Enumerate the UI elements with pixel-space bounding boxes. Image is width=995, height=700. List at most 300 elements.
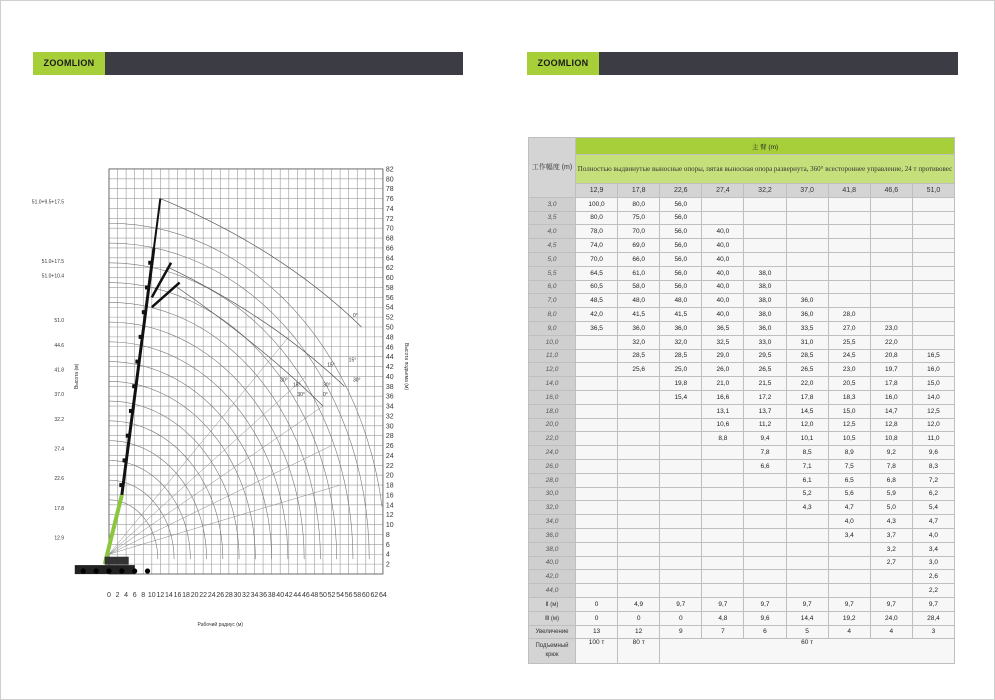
load-cell (660, 501, 702, 515)
boom-base (105, 495, 122, 564)
load-cell (786, 211, 828, 225)
y-tick-label: 48 (385, 334, 394, 342)
value-cell: 5 (786, 625, 828, 639)
load-cell (576, 349, 618, 363)
load-cell (660, 404, 702, 418)
radius-cell: 20,0 (529, 418, 576, 432)
load-cell: 75,0 (618, 211, 660, 225)
load-cell (786, 280, 828, 294)
load-cell: 100,0 (576, 197, 618, 211)
radius-cell: 6,0 (529, 280, 576, 294)
radius-cell: 40,0 (529, 556, 576, 570)
load-cell: 16,0 (870, 390, 912, 404)
boom-length-label: 17.8 (54, 505, 65, 512)
load-cell: 17,8 (870, 377, 912, 391)
load-cell (576, 542, 618, 556)
load-cell (786, 556, 828, 570)
load-cell (660, 418, 702, 432)
load-cell: 12,5 (912, 404, 954, 418)
value-cell: 7 (702, 625, 744, 639)
load-cell (660, 556, 702, 570)
value-cell: 3 (912, 625, 954, 639)
x-tick-label: 46 (301, 592, 310, 599)
boom-length-cell: 22,6 (660, 184, 702, 198)
load-cell: 10,6 (702, 418, 744, 432)
value-cell: 9,7 (870, 597, 912, 611)
load-cell (618, 528, 660, 542)
load-cell: 40,0 (702, 308, 744, 322)
load-cell: 70,0 (618, 225, 660, 239)
load-cell: 16,6 (702, 390, 744, 404)
x-tick-label: 18 (182, 592, 190, 599)
header-bar-right (527, 52, 958, 75)
load-cell (618, 418, 660, 432)
load-cell: 3,7 (870, 528, 912, 542)
y-tick-label: 2 (385, 561, 390, 569)
y-tick-label: 68 (385, 235, 394, 243)
boom-length-label: 12.9 (54, 535, 65, 542)
y-tick-label: 52 (385, 314, 394, 322)
radius-cell: 22,0 (529, 432, 576, 446)
y-tick-label: 30 (385, 423, 394, 431)
boom-length-cell: 37,0 (786, 184, 828, 198)
table-row (529, 597, 955, 611)
value-cell: 0 (660, 611, 702, 625)
load-cell: 32,0 (618, 335, 660, 349)
y-tick-label: 22 (385, 462, 394, 470)
load-cell: 21,0 (702, 377, 744, 391)
row-label-cell: Ⅲ (м) (529, 611, 576, 625)
truck-wheel (145, 568, 150, 573)
load-cell (744, 197, 786, 211)
radius-cell: 38,0 (529, 542, 576, 556)
load-cell (828, 584, 870, 598)
boom-angle-line (109, 485, 340, 554)
load-cell (618, 515, 660, 529)
load-cell: 56,0 (660, 280, 702, 294)
x-tick-label: 6 (132, 592, 137, 599)
table-row (529, 487, 955, 501)
load-chart-table (528, 137, 955, 664)
load-cell (576, 570, 618, 584)
value-cell: 9 (660, 625, 702, 639)
load-cell (576, 446, 618, 460)
hook-cell: 100 т (576, 639, 618, 664)
load-cell (912, 294, 954, 308)
angle-label: 0° (323, 392, 328, 399)
load-cell (702, 515, 744, 529)
load-cell: 48,5 (576, 294, 618, 308)
load-cell: 7,5 (828, 459, 870, 473)
load-cell (618, 377, 660, 391)
load-cell: 6,2 (912, 487, 954, 501)
load-cell: 66,0 (618, 252, 660, 266)
radius-cell: 44,0 (529, 584, 576, 598)
load-cell: 2,6 (912, 570, 954, 584)
load-cell: 17,8 (786, 390, 828, 404)
table-row (529, 432, 955, 446)
x-tick-label: 60 (361, 592, 370, 599)
load-cell: 18,3 (828, 390, 870, 404)
crane-cab (105, 557, 129, 565)
load-cell (576, 363, 618, 377)
load-cell: 28,5 (660, 349, 702, 363)
load-cell (744, 556, 786, 570)
x-tick-label: 26 (216, 592, 225, 599)
load-cell: 7,2 (912, 473, 954, 487)
range-arc (109, 500, 158, 559)
load-cell (660, 528, 702, 542)
load-cell (744, 252, 786, 266)
boom-section-marker (129, 409, 134, 413)
left-axis-label: Высота (м) (74, 363, 80, 390)
load-cell (828, 542, 870, 556)
load-cell: 36,5 (576, 321, 618, 335)
x-tick-label: 30 (233, 592, 242, 599)
boom-length-cell: 32,2 (744, 184, 786, 198)
value-cell: 19,2 (828, 611, 870, 625)
boom-section-marker (148, 261, 153, 265)
load-cell: 29,5 (744, 349, 786, 363)
load-cell (828, 294, 870, 308)
y-tick-label: 34 (385, 403, 394, 411)
table-row (529, 211, 955, 225)
load-cell (576, 473, 618, 487)
y-tick-label: 62 (385, 265, 394, 273)
y-tick-label: 58 (385, 284, 394, 292)
load-cell: 4,0 (912, 528, 954, 542)
load-cell (618, 487, 660, 501)
x-tick-label: 2 (115, 592, 120, 599)
load-cell (870, 308, 912, 322)
boom-length-cell: 12,9 (576, 184, 618, 198)
load-cell: 6,1 (786, 473, 828, 487)
load-cell (744, 211, 786, 225)
load-cell: 4,3 (870, 515, 912, 529)
radius-cell: 42,0 (529, 570, 576, 584)
x-axis-label: Рабочий радиус (м) (197, 622, 243, 628)
radius-cell: 26,0 (529, 459, 576, 473)
load-cell: 36,0 (786, 294, 828, 308)
load-cell: 11,2 (744, 418, 786, 432)
load-cell: 48,0 (618, 294, 660, 308)
boom-length-label: 37.0 (54, 392, 65, 399)
load-cell: 10,8 (870, 432, 912, 446)
x-tick-label: 50 (319, 592, 327, 599)
load-cell: 16,0 (912, 363, 954, 377)
load-cell: 8,3 (912, 459, 954, 473)
working-range-chart (31, 105, 460, 635)
y-tick-label: 60 (385, 275, 394, 283)
load-cell (576, 501, 618, 515)
table-row (529, 225, 955, 239)
load-cell (870, 280, 912, 294)
load-cell (912, 321, 954, 335)
load-cell: 20,8 (870, 349, 912, 363)
load-cell: 56,0 (660, 266, 702, 280)
chart-svg (31, 105, 460, 635)
load-cell: 41,5 (618, 308, 660, 322)
x-tick-label: 64 (379, 592, 387, 599)
load-cell: 12,8 (870, 418, 912, 432)
load-cell: 14,7 (870, 404, 912, 418)
y-tick-label: 82 (385, 166, 394, 174)
load-cell (744, 473, 786, 487)
radius-cell: 10,0 (529, 335, 576, 349)
load-cell: 26,5 (744, 363, 786, 377)
load-cell: 26,5 (786, 363, 828, 377)
load-cell: 36,0 (618, 321, 660, 335)
load-cell (702, 197, 744, 211)
x-tick-label: 34 (250, 592, 259, 599)
load-cell: 38,0 (744, 280, 786, 294)
load-cell: 12,5 (828, 418, 870, 432)
load-cell: 16,5 (912, 349, 954, 363)
load-cell: 11,0 (912, 432, 954, 446)
load-cell: 56,0 (660, 211, 702, 225)
angle-label: 30° (323, 382, 331, 389)
zoomlion-logo: ZOOMLION (527, 52, 599, 75)
load-cell: 22,0 (786, 377, 828, 391)
table-title: 主 臂 (m) (576, 138, 955, 155)
load-cell (828, 197, 870, 211)
load-cell: 9,4 (744, 432, 786, 446)
value-cell: 24,0 (870, 611, 912, 625)
boom-section-marker (139, 335, 144, 339)
load-cell (828, 252, 870, 266)
load-cell (786, 515, 828, 529)
boom-length-label: 51.0+10.4 (41, 273, 65, 280)
radius-cell: 32,0 (529, 501, 576, 515)
radius-cell: 24,0 (529, 446, 576, 460)
y-tick-label: 18 (385, 482, 394, 490)
value-cell: 9,7 (786, 597, 828, 611)
table-description: Полностью выдвинутые выносные опоры, пятая выносная опора развернута, 360° всестороннее управление, 24 т противовес (576, 155, 955, 184)
load-cell (786, 197, 828, 211)
corner-cell: 工作幅度 (m) (529, 138, 576, 198)
angle-label: 15° (327, 362, 335, 369)
radius-cell: 18,0 (529, 404, 576, 418)
angle-label: 0° (352, 313, 358, 320)
radius-cell: 12,0 (529, 363, 576, 377)
load-cell: 60,5 (576, 280, 618, 294)
table-row (529, 446, 955, 460)
jib-main (154, 199, 160, 248)
value-cell: 0 (618, 611, 660, 625)
load-cell (576, 377, 618, 391)
hook-label: Подъемный крюк (529, 639, 576, 664)
load-cell (870, 197, 912, 211)
angle-label: 30° (297, 392, 305, 399)
load-cell: 70,0 (576, 252, 618, 266)
load-cell: 5,6 (828, 487, 870, 501)
x-tick-label: 20 (190, 592, 199, 599)
load-cell (870, 584, 912, 598)
load-cell: 17,2 (744, 390, 786, 404)
load-cell: 28,0 (828, 308, 870, 322)
load-cell: 4,3 (786, 501, 828, 515)
load-cell (576, 528, 618, 542)
load-cell: 36,5 (702, 321, 744, 335)
load-cell (660, 570, 702, 584)
load-cell (618, 446, 660, 460)
radius-cell: 4,5 (529, 239, 576, 253)
load-cell (870, 294, 912, 308)
load-cell (576, 432, 618, 446)
load-cell (702, 556, 744, 570)
load-cell (870, 266, 912, 280)
load-cell (912, 308, 954, 322)
range-arc (109, 223, 382, 506)
load-cell: 25,6 (618, 363, 660, 377)
load-cell (660, 487, 702, 501)
radius-cell: 34,0 (529, 515, 576, 529)
hook-row (529, 639, 955, 664)
load-cell: 61,0 (618, 266, 660, 280)
truck-wheel (94, 568, 99, 573)
load-cell (870, 252, 912, 266)
radius-cell: 3,5 (529, 211, 576, 225)
angle-label: 30° (280, 377, 288, 384)
load-cell: 3,4 (912, 542, 954, 556)
x-tick-label: 56 (344, 592, 353, 599)
load-cell: 5,4 (912, 501, 954, 515)
radius-cell: 36,0 (529, 528, 576, 542)
range-arc (109, 342, 288, 559)
x-tick-label: 4 (124, 592, 129, 599)
load-cell (744, 584, 786, 598)
load-cell: 74,0 (576, 239, 618, 253)
load-cell: 29,0 (702, 349, 744, 363)
x-tick-label: 58 (353, 592, 362, 599)
boom-length-label: 32.2 (54, 416, 65, 423)
load-cell (618, 501, 660, 515)
load-cell: 4,7 (912, 515, 954, 529)
x-tick-label: 40 (276, 592, 285, 599)
load-cell: 3,4 (828, 528, 870, 542)
value-cell: 28,4 (912, 611, 954, 625)
table-row (529, 197, 955, 211)
load-cell (828, 239, 870, 253)
truck-wheel (119, 568, 124, 573)
boom-length-cell: 51,0 (912, 184, 954, 198)
y-tick-label: 36 (385, 393, 394, 401)
y-tick-label: 64 (385, 255, 394, 263)
load-cell: 36,0 (744, 321, 786, 335)
y-tick-label: 40 (385, 373, 394, 381)
radius-cell: 11,0 (529, 349, 576, 363)
load-cell: 40,0 (702, 294, 744, 308)
x-tick-label: 0 (107, 592, 111, 599)
radius-cell: 3,0 (529, 197, 576, 211)
load-cell: 40,0 (702, 252, 744, 266)
load-cell: 14,0 (912, 390, 954, 404)
load-cell: 12,0 (912, 418, 954, 432)
load-cell (660, 473, 702, 487)
load-cell (870, 211, 912, 225)
table-row (529, 611, 955, 625)
y-tick-label: 24 (385, 452, 394, 460)
y-tick-label: 44 (385, 354, 394, 362)
load-cell (744, 528, 786, 542)
load-cell (576, 556, 618, 570)
load-cell: 40,0 (702, 225, 744, 239)
load-cell (660, 542, 702, 556)
load-cell (576, 335, 618, 349)
radius-cell: 28,0 (529, 473, 576, 487)
load-cell (744, 487, 786, 501)
boom-section-marker (126, 434, 131, 438)
load-cell: 7,1 (786, 459, 828, 473)
load-cell (660, 459, 702, 473)
load-cell: 19,7 (870, 363, 912, 377)
load-cell: 19,8 (660, 377, 702, 391)
load-cell: 27,0 (828, 321, 870, 335)
load-cell (912, 280, 954, 294)
radius-cell: 4,0 (529, 225, 576, 239)
load-cell: 80,0 (576, 211, 618, 225)
angle-label: 30° (352, 377, 361, 384)
x-tick-label: 14 (165, 592, 173, 599)
load-cell: 15,0 (828, 404, 870, 418)
load-cell: 10,5 (828, 432, 870, 446)
load-cell: 28,5 (618, 349, 660, 363)
load-cell: 7,8 (744, 446, 786, 460)
load-cell (786, 252, 828, 266)
radius-cell: 9,0 (529, 321, 576, 335)
load-cell: 36,0 (660, 321, 702, 335)
load-cell: 41,5 (660, 308, 702, 322)
load-cell: 8,9 (828, 446, 870, 460)
load-cell (660, 515, 702, 529)
load-cell (786, 528, 828, 542)
load-cell (786, 239, 828, 253)
y-tick-label: 10 (385, 522, 394, 530)
table-row (529, 239, 955, 253)
load-cell: 40,0 (702, 239, 744, 253)
load-cell: 48,0 (660, 294, 702, 308)
y-tick-label: 20 (385, 472, 394, 480)
load-cell (828, 211, 870, 225)
value-cell: 0 (576, 611, 618, 625)
table-row (529, 349, 955, 363)
value-cell: 4,8 (702, 611, 744, 625)
load-cell (744, 239, 786, 253)
y-tick-label: 66 (385, 245, 394, 253)
description-row (529, 155, 955, 184)
load-cell (912, 197, 954, 211)
load-cell: 6,8 (870, 473, 912, 487)
header-bar-left (33, 52, 463, 75)
load-cell: 56,0 (660, 239, 702, 253)
boom-length-label: 44.6 (54, 342, 65, 349)
value-cell: 4 (870, 625, 912, 639)
x-tick-label: 42 (284, 592, 293, 599)
load-cell: 38,0 (744, 294, 786, 308)
load-cell: 33,0 (744, 335, 786, 349)
load-cell (786, 542, 828, 556)
x-tick-label: 16 (173, 592, 182, 599)
table-row (529, 584, 955, 598)
table-row (529, 404, 955, 418)
x-tick-label: 10 (147, 592, 156, 599)
load-cell (576, 418, 618, 432)
load-cell (828, 570, 870, 584)
table-row (529, 363, 955, 377)
hook-cell: 80 т (618, 639, 660, 664)
row-label-cell: Ⅱ (м) (529, 597, 576, 611)
load-cell: 36,0 (786, 308, 828, 322)
